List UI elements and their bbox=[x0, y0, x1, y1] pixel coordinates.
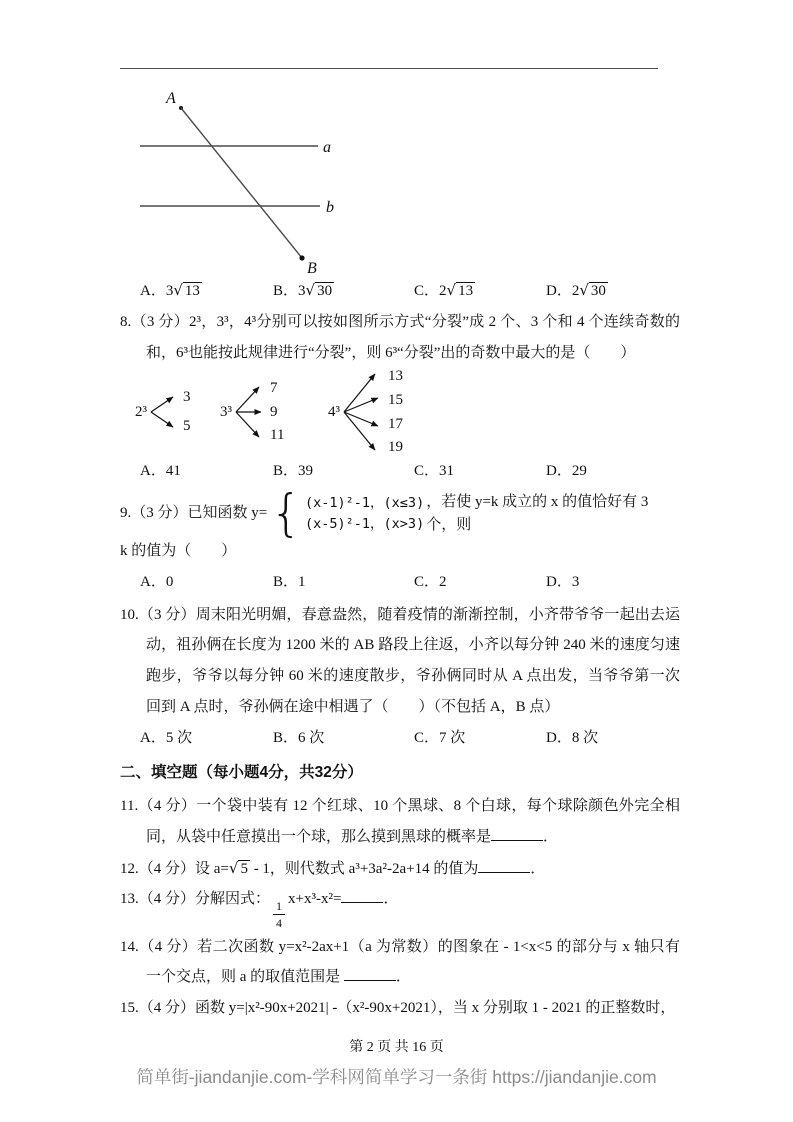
sqrt-symbol: √ bbox=[579, 281, 589, 299]
option-value: 2 bbox=[439, 573, 447, 590]
question-11-text bbox=[120, 791, 680, 853]
q12-radicand: 5 bbox=[240, 860, 248, 877]
split-value: 9 bbox=[270, 403, 278, 420]
option-value: 41 bbox=[165, 463, 181, 480]
transversal-line bbox=[181, 108, 302, 258]
q9-options-row bbox=[120, 567, 680, 598]
option bbox=[140, 275, 273, 307]
q14-text: 14.（4 分）若二次函数 y=x²-2ax+1（a 为常数）的图象在 - 1<x<5 的部分与 x 轴只有一个交点，则 a 的取值范围是 bbox=[120, 938, 680, 986]
option bbox=[273, 275, 414, 307]
answer-blank bbox=[341, 889, 383, 903]
option-label: D． bbox=[546, 573, 572, 590]
split-value: 15 bbox=[388, 391, 403, 408]
split-values bbox=[388, 369, 403, 455]
option bbox=[140, 567, 273, 598]
piecewise-case-1: (x-1)²-1，(x≤3) bbox=[305, 494, 425, 511]
option-coef: 2 bbox=[571, 283, 580, 299]
q12-period: ． bbox=[530, 860, 546, 877]
option-label: B． bbox=[273, 729, 299, 746]
option bbox=[546, 723, 680, 754]
q13-pre: 13.（4 分）分解因式： bbox=[120, 891, 271, 908]
answer-blank bbox=[491, 827, 543, 841]
option bbox=[273, 723, 414, 754]
option-radicand: 13 bbox=[184, 283, 200, 299]
sqrt-symbol: √ bbox=[305, 281, 316, 299]
option bbox=[414, 456, 546, 487]
split-values bbox=[270, 381, 284, 443]
q8-options-row bbox=[120, 456, 680, 487]
option-value: 6 次 bbox=[298, 729, 325, 746]
q7-geometry-figure bbox=[120, 77, 680, 275]
option bbox=[414, 275, 546, 307]
q12-pre: 12.（4 分）设 a= bbox=[120, 860, 229, 877]
split-base: 3³ bbox=[220, 403, 232, 420]
page-content bbox=[120, 60, 680, 1024]
option-label: C． bbox=[414, 573, 440, 590]
answer-blank bbox=[344, 967, 396, 981]
split-group bbox=[135, 389, 191, 435]
option-radicand: 30 bbox=[590, 283, 606, 299]
option-coef: 2 bbox=[439, 283, 447, 299]
option-value: 8 次 bbox=[571, 729, 599, 746]
option-label: A． bbox=[140, 283, 166, 299]
q13-period: ． bbox=[383, 891, 399, 908]
q9-continuation-text: k 的值为（ ） bbox=[120, 543, 237, 559]
option bbox=[140, 456, 273, 487]
option-coef: 3 bbox=[165, 283, 174, 299]
split-value: 19 bbox=[388, 439, 403, 456]
option bbox=[140, 723, 273, 754]
split-value: 17 bbox=[388, 415, 403, 432]
split-value: 11 bbox=[270, 427, 285, 444]
option-value: 5 次 bbox=[165, 729, 193, 746]
point-a-label: A bbox=[166, 90, 176, 107]
line-a-label: a bbox=[323, 139, 331, 156]
option-label: C． bbox=[414, 729, 440, 746]
option bbox=[414, 723, 546, 754]
q9-post-text: ，若使 y=k 成立的 x 的值恰好有 3 个，则 bbox=[426, 494, 649, 533]
sqrt-symbol: √ bbox=[446, 281, 457, 299]
q9-pre-text: 9.（3 分）已知函数 y= bbox=[120, 505, 268, 522]
option-value: 0 bbox=[165, 573, 174, 590]
option-value: 31 bbox=[439, 463, 455, 480]
option-value: 7 次 bbox=[439, 729, 466, 746]
q12-mid: - 1，则代数式 a³+3a²-2a+14 的值为 bbox=[249, 860, 479, 877]
option-radicand: 13 bbox=[458, 283, 474, 299]
split-group bbox=[220, 380, 284, 444]
geometry-figure-svg bbox=[120, 77, 360, 275]
question-10-text: 10.（3 分）周末阳光明媚，春意盎然，随着疫情的渐渐控制，小齐带爷爷一起出去运动，祖孙俩在长度为 1200 米的 AB 路段上往返，小齐以每分钟 240 米的速度匀速跑步，爷爷以每分钟 60 米的速度散步，爷孙俩同时从 A 点出发，当爷爷第一次回到 A 点时，爷孙俩在途中相遇了（ ）（不包括 A，B 点） bbox=[120, 606, 680, 715]
option-label: D． bbox=[546, 283, 572, 299]
option bbox=[414, 567, 546, 598]
option-label: B． bbox=[273, 463, 299, 480]
split-base: 4³ bbox=[328, 403, 340, 420]
split-group bbox=[328, 368, 403, 456]
answer-blank bbox=[478, 859, 530, 873]
question-12-text bbox=[120, 853, 680, 885]
sqrt-symbol: √ bbox=[228, 858, 239, 877]
sqrt-symbol: √ bbox=[173, 281, 183, 299]
option-label: A． bbox=[140, 729, 166, 746]
figure-top-line bbox=[120, 68, 658, 69]
option bbox=[546, 275, 680, 307]
question-13-text bbox=[120, 884, 680, 931]
option-label: A． bbox=[140, 463, 166, 480]
q7-options-row bbox=[120, 275, 680, 307]
split-base: 2³ bbox=[135, 403, 147, 420]
fraction bbox=[273, 898, 285, 931]
option-label: C． bbox=[414, 283, 440, 299]
fraction-numerator: 1 bbox=[273, 898, 285, 915]
option-value: 1 bbox=[298, 573, 306, 590]
option bbox=[273, 567, 414, 598]
site-watermark: 简单街-jiandanjie.com-学科网简单学习一条街 https://jiandanjie.com bbox=[136, 1067, 657, 1087]
split-value: 7 bbox=[270, 380, 278, 397]
question-14-text bbox=[120, 932, 680, 994]
piecewise-brace: { bbox=[270, 484, 303, 542]
q11-period: ． bbox=[543, 828, 559, 845]
split-value: 5 bbox=[183, 418, 191, 435]
option-value: 3 bbox=[571, 573, 580, 590]
split-arrows bbox=[235, 380, 267, 444]
split-arrows bbox=[343, 368, 385, 456]
split-values bbox=[183, 390, 191, 434]
split-value: 3 bbox=[183, 389, 191, 406]
option-label: B． bbox=[273, 283, 299, 299]
question-9-text bbox=[120, 484, 680, 542]
split-arrows bbox=[150, 389, 180, 435]
q11-text: 11.（4 分）一个袋中装有 12 个红球、10 个黑球、8 个白球，每个球除颜色外完全相同，从袋中任意摸出一个球，那么摸到黑球的概率是 bbox=[120, 798, 680, 845]
option-label: A． bbox=[140, 573, 166, 590]
section-2-title: 二、填空题（每小题4分，共32分） bbox=[120, 764, 363, 782]
point-b-dot bbox=[299, 255, 304, 260]
option bbox=[546, 567, 680, 598]
option-value: 39 bbox=[298, 463, 314, 480]
option-label: C． bbox=[414, 463, 440, 480]
q8-split-diagram bbox=[120, 368, 680, 456]
q13-mid: x+x³-x²= bbox=[288, 891, 342, 908]
option-radicand: 30 bbox=[317, 283, 333, 299]
question-8-text: 8.（3 分）2³，3³，4³分别可以按如图所示方式“分裂”成 2 个、3 个和 4 个连续奇数的和，6³也能按此规律进行“分裂”，则 6³“分裂”出的奇数中最大的是（ ） bbox=[120, 313, 680, 361]
q14-period: ． bbox=[395, 969, 411, 986]
option-value: 29 bbox=[571, 463, 587, 480]
option-label: D． bbox=[546, 729, 572, 746]
option bbox=[546, 456, 680, 487]
q10-options-row bbox=[120, 723, 680, 754]
option-label: D． bbox=[546, 463, 572, 480]
split-value: 13 bbox=[388, 368, 403, 385]
question-15-text: 15.（4 分）函数 y=|x²-90x+2021| -（x²-90x+2021），当 x 分别取 1 - 2021 的正整数时， bbox=[120, 1000, 676, 1017]
page-number-footer: 第 2 页 共 16 页 bbox=[349, 1040, 444, 1055]
option-label: B． bbox=[273, 573, 299, 590]
option-coef: 3 bbox=[298, 283, 306, 299]
piecewise-cases bbox=[305, 495, 424, 532]
option bbox=[273, 456, 414, 487]
point-b-label: B bbox=[307, 260, 317, 275]
line-b-label: b bbox=[326, 199, 334, 216]
piecewise-case-2: (x-5)²-1，(x>3) bbox=[305, 516, 425, 532]
fraction-denominator: 4 bbox=[276, 916, 283, 931]
